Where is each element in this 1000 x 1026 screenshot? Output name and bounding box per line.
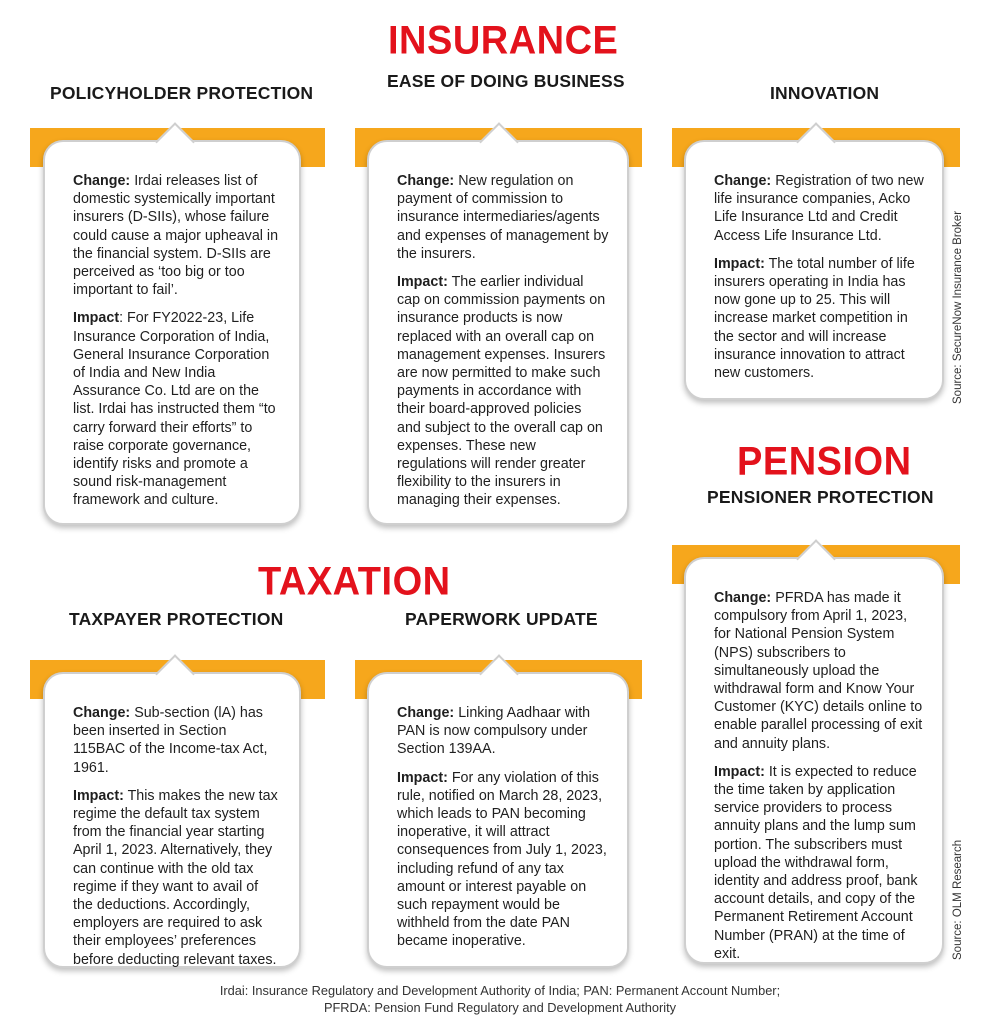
change-paragraph bbox=[714, 172, 924, 245]
impact-paragraph bbox=[397, 769, 609, 951]
change-text: Irdai releases list of domestic systemically important insurers (D-SIIs), whose failure could cause a major upheaval in the financial system. D-SIIs are perceived as ‘too big or too important to fail’. bbox=[73, 173, 279, 299]
impact-label: Impact: bbox=[397, 274, 448, 291]
impact-label: Impact: bbox=[714, 763, 765, 780]
pension-heading: PENSION bbox=[737, 439, 912, 485]
impact-text: It is expected to reduce the time taken by application service providers to process annuity plans and the lump sum portion. The subscribers must upload the withdrawal form, identity and address proof, bank account details, and copy of the Permanent Retirement Account Number (PRAN) at the time of exit. bbox=[714, 763, 918, 962]
change-label: Change: bbox=[73, 173, 131, 189]
change-paragraph bbox=[714, 589, 924, 753]
change-text: Registration of two new life insurance companies, Acko Life Insurance Ltd and Credit Access Life Insurance Ltd. bbox=[714, 173, 924, 244]
policyholder-title: POLICYHOLDER PROTECTION bbox=[50, 83, 314, 103]
impact-text: The earlier individual cap on commission payments on insurance products is now replaced with an overall cap on management expenses. Insurers are now permitted to make such payments in accordance with their board-approved policies and subject to the overall cap on expenses. These new regulations will render greater flexibility to the insurers in managing their expenses. bbox=[397, 274, 606, 509]
impact-text: The total number of life insurers operating in India has now gone up to 25. This will increase market competition in the sector and will increase insurance innovation to attract new customers. bbox=[714, 255, 915, 382]
change-paragraph bbox=[73, 704, 281, 777]
paperwork-card bbox=[367, 672, 629, 968]
taxation-heading: TAXATION bbox=[258, 559, 451, 605]
change-label: Change: bbox=[714, 590, 772, 606]
impact-paragraph bbox=[714, 255, 924, 382]
pensioner-title: PENSIONER PROTECTION bbox=[707, 487, 934, 507]
pensioner-card bbox=[684, 557, 944, 964]
change-paragraph bbox=[397, 704, 609, 759]
taxpayer-card bbox=[43, 672, 301, 968]
innovation-title: INNOVATION bbox=[770, 83, 880, 103]
impact-text: For any violation of this rule, notified on March 28, 2023, which leads to PAN becoming inoperative, it will attract consequences from July 1, 2023, including refund of any tax amount or interest payable on such repayment would be withheld from the date PAN became inoperative. bbox=[397, 769, 607, 950]
impact-paragraph bbox=[73, 309, 281, 509]
impact-paragraph bbox=[73, 787, 281, 969]
change-text: PFRDA has made it compulsory from April 1, 2023, for National Pension System (NPS) subscribers to simultaneously upload the withdrawal form and Know Your Customer (KYC) details online to enable parallel processing of exit and annuity plans. bbox=[714, 590, 923, 752]
change-paragraph bbox=[73, 172, 281, 299]
change-label: Change: bbox=[714, 173, 772, 189]
footer-line-1: Irdai: Insurance Regulatory and Development Authority of India; PAN: Permanent Account Number; bbox=[219, 983, 781, 998]
footer-line-2: PFRDA: Pension Fund Regulatory and Development Authority bbox=[323, 1000, 677, 1015]
impact-label: Impact: bbox=[73, 787, 124, 804]
insurance-heading: INSURANCE bbox=[388, 18, 619, 64]
impact-label: Impact: bbox=[714, 255, 765, 272]
change-text: New regulation on payment of commission to insurance intermediaries/agents and expenses of management by the insurers. bbox=[397, 173, 609, 262]
ease-title: EASE OF DOING BUSINESS bbox=[387, 71, 625, 91]
change-label: Change: bbox=[73, 705, 131, 721]
taxpayer-title: TAXPAYER PROTECTION bbox=[69, 609, 284, 629]
impact-label: Impact bbox=[73, 310, 120, 327]
impact-label: Impact: bbox=[397, 769, 448, 786]
footer-notes bbox=[0, 982, 1000, 1016]
policyholder-card bbox=[43, 140, 301, 525]
paperwork-title: PAPERWORK UPDATE bbox=[405, 609, 598, 629]
innovation-card bbox=[684, 140, 944, 400]
change-paragraph bbox=[397, 172, 609, 263]
change-label: Change: bbox=[397, 705, 455, 721]
impact-text: : For FY2022-23, Life Insurance Corporation of India, General Insurance Corporation of India and New India Assurance Co. Ltd are on the list. Irdai has instructed them “to carry forward their efforts” to raise corporate governance, identify risks and promote a sound risk-management framework and culture. bbox=[73, 310, 276, 509]
pensioner-source: Source: OLM Research bbox=[952, 839, 964, 960]
impact-paragraph bbox=[714, 763, 924, 963]
change-text: Sub-section (lA) has been inserted in Section 115BAC of the Income-tax Act, 1961. bbox=[73, 705, 268, 776]
change-label: Change: bbox=[397, 173, 455, 189]
change-text: Linking Aadhaar with PAN is now compulsory under Section 139AA. bbox=[397, 705, 591, 758]
ease-card bbox=[367, 140, 629, 525]
innovation-source: Source: SecureNow Insurance Broker bbox=[952, 210, 964, 404]
impact-text: This makes the new tax regime the default tax system from the financial year starting April 1, 2023. Alternatively, they can continue with the old tax regime if they want to avail of the deductions. Accordingly, employers are required to ask their employees’ preferences before deducting relevant taxes. bbox=[73, 787, 278, 968]
impact-paragraph bbox=[397, 273, 609, 510]
